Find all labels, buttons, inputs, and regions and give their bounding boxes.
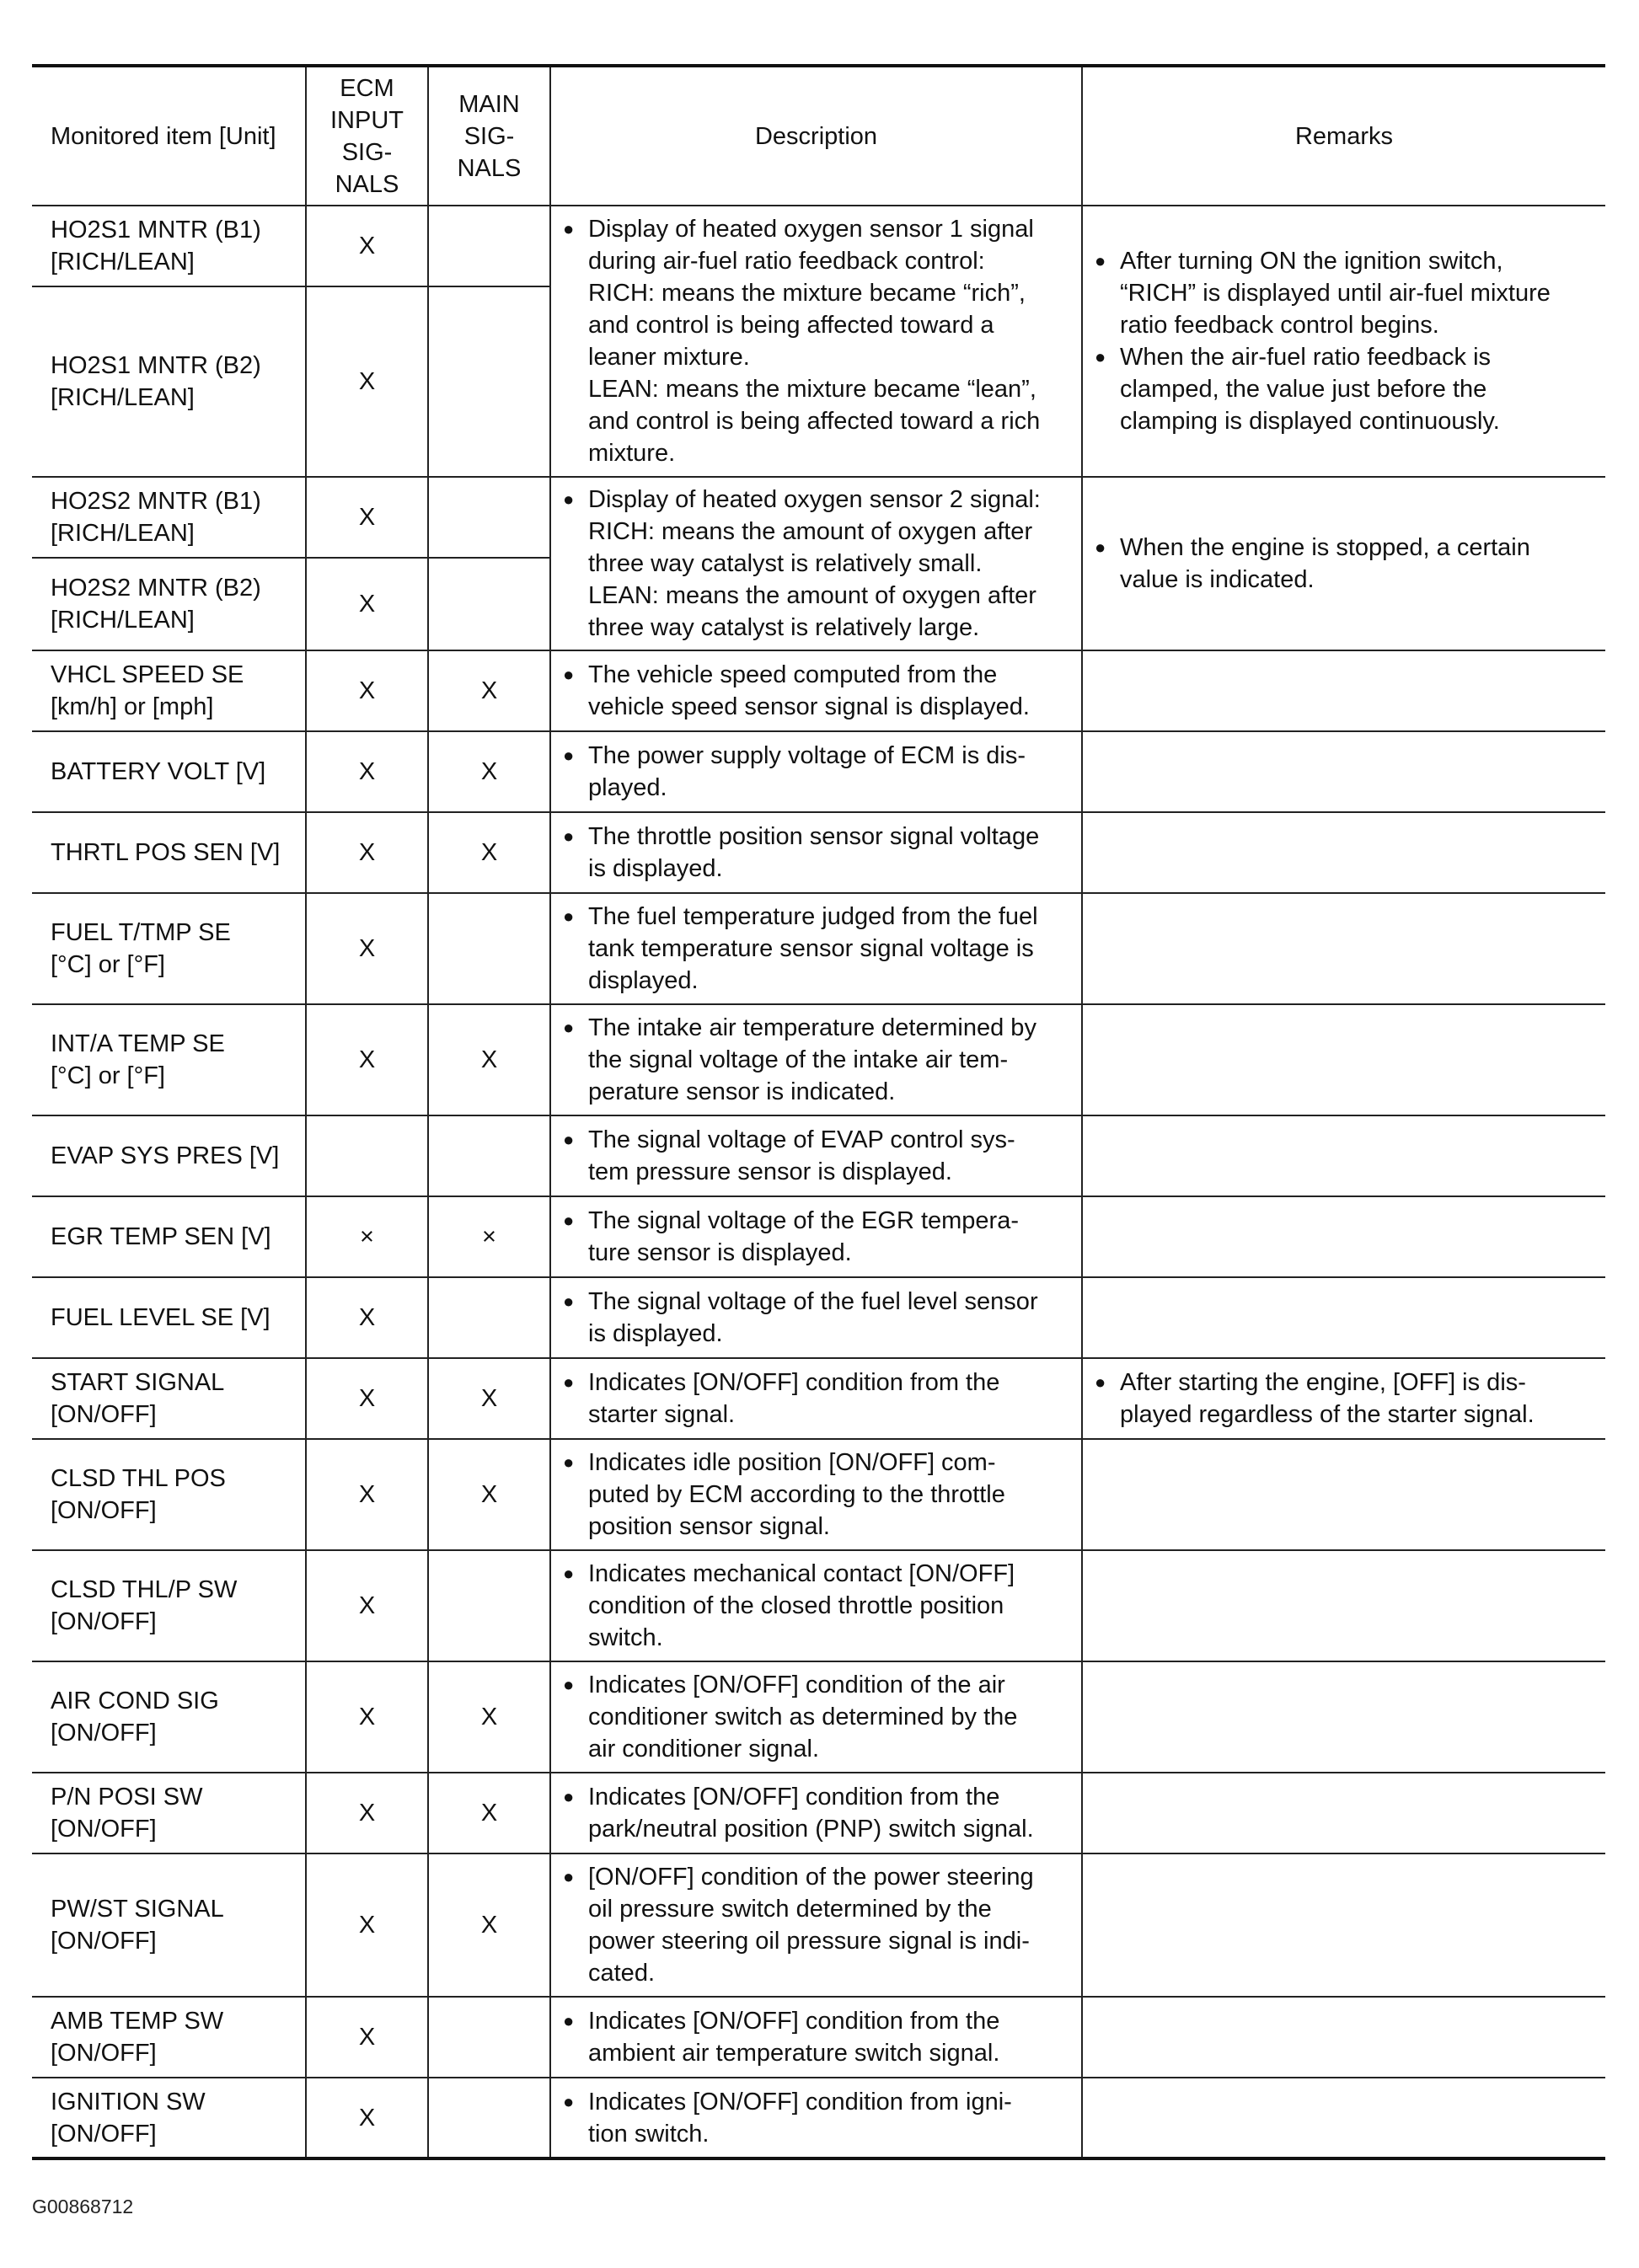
description-cell	[550, 1004, 1082, 1115]
main-signal-mark	[428, 1277, 550, 1358]
text-line: CLSD THL/P SW	[51, 1576, 238, 1603]
bullet-item	[563, 1558, 1074, 1654]
monitored-item-cell	[32, 206, 306, 286]
main-signal-mark	[428, 1997, 550, 2078]
text-line: Display of heated oxygen sensor 2 signal:	[588, 486, 1041, 513]
main-signal-mark	[428, 558, 550, 650]
table-row	[32, 650, 1605, 731]
text-line: HO2S2 MNTR (B2)	[51, 575, 261, 602]
bullet-icon: ●	[563, 745, 575, 766]
bullet-icon: ●	[563, 1674, 575, 1695]
monitored-item-cell	[32, 1661, 306, 1773]
main-signal-mark: X	[428, 1853, 550, 1997]
text-line: When the engine is stopped, a certain	[1120, 534, 1530, 561]
text-line: [RICH/LEAN]	[51, 520, 195, 547]
remarks-cell	[1082, 1358, 1605, 1439]
bullet-text	[588, 1286, 1074, 1350]
text-line: three way catalyst is relatively small.	[588, 550, 983, 577]
description-cell	[550, 1115, 1082, 1196]
bullet-text	[588, 1205, 1074, 1269]
text-line: P/N POSI SW	[51, 1784, 203, 1811]
description-cell	[550, 1997, 1082, 2078]
table-row	[32, 1661, 1605, 1773]
main-signal-mark: X	[428, 1004, 550, 1115]
remarks-cell-empty	[1082, 1550, 1605, 1661]
table-row	[32, 812, 1605, 893]
text-line: When the air-fuel ratio feedback is	[1120, 344, 1492, 371]
table-row	[32, 1004, 1605, 1115]
text-line: vehicle speed sensor signal is displayed.	[588, 693, 1030, 720]
monitored-item-cell	[32, 812, 306, 893]
text-line: AIR COND SIG	[51, 1688, 219, 1714]
bullet-text	[588, 901, 1074, 997]
bullet-item	[563, 821, 1074, 885]
remarks-cell-empty	[1082, 1277, 1605, 1358]
ecm-input-mark: X	[306, 206, 428, 286]
bullet-icon: ●	[1095, 1372, 1106, 1393]
main-signal-mark: X	[428, 1773, 550, 1853]
text-line: [ON/OFF]	[51, 1608, 157, 1635]
bullet-item	[563, 1205, 1074, 1269]
text-line: EGR TEMP SEN [V]	[51, 1223, 271, 1250]
bullet-text	[588, 821, 1074, 885]
ecm-input-mark: ×	[306, 1196, 428, 1277]
text-line: ratio feedback control begins.	[1120, 312, 1439, 339]
text-line: [RICH/LEAN]	[51, 249, 195, 275]
text-line: and control is being affected toward a rich	[588, 408, 1041, 435]
text-line: [ON/OFF]	[51, 1401, 157, 1428]
main-signal-mark	[428, 206, 550, 286]
ecm-input-mark: X	[306, 893, 428, 1004]
text-line: [RICH/LEAN]	[51, 607, 195, 634]
text-line: [ON/OFF] condition of the power steering	[588, 1864, 1034, 1891]
bullet-item	[563, 1367, 1074, 1431]
bullet-icon: ●	[1095, 346, 1106, 367]
text-line: is displayed.	[588, 1320, 723, 1347]
text-line: BATTERY VOLT [V]	[51, 758, 266, 785]
monitored-item-cell	[32, 2078, 306, 2158]
description-cell	[550, 893, 1082, 1004]
ecm-input-mark: X	[306, 558, 428, 650]
bullet-item	[1095, 341, 1599, 437]
text-line: clamping is displayed continuously.	[1120, 408, 1500, 435]
text-line: tion switch.	[588, 2120, 710, 2148]
description-cell	[550, 1853, 1082, 1997]
monitored-item-cell	[32, 650, 306, 731]
description-cell	[550, 1277, 1082, 1358]
description-cell	[550, 1773, 1082, 1853]
table-row	[32, 206, 1605, 286]
bullet-item	[1095, 245, 1599, 341]
text-line: The signal voltage of EVAP control sys-	[588, 1126, 1015, 1153]
text-line: The signal voltage of the fuel level sensor	[588, 1288, 1038, 1315]
bullet-item	[563, 740, 1074, 804]
monitored-items-table	[32, 64, 1605, 2160]
bullet-icon: ●	[563, 906, 575, 927]
ecm-input-mark	[306, 1115, 428, 1196]
text-line: condition of the closed throttle position	[588, 1592, 1004, 1619]
remarks-cell-empty	[1082, 650, 1605, 731]
description-cell	[550, 812, 1082, 893]
header-ecm-input-signals: ECM INPUT SIG- NALS	[306, 66, 428, 206]
description-cell	[550, 1196, 1082, 1277]
text-line: position sensor signal.	[588, 1513, 830, 1540]
main-signal-mark	[428, 286, 550, 477]
bullet-text	[588, 1124, 1074, 1188]
monitored-item-cell	[32, 477, 306, 558]
text-line: Indicates [ON/OFF] condition from the	[588, 2008, 1000, 2035]
description-cell	[550, 477, 1082, 650]
bullet-icon: ●	[563, 218, 575, 239]
text-line: starter signal.	[588, 1401, 736, 1428]
monitor-table-sheet	[32, 64, 1605, 2160]
ecm-input-mark: X	[306, 1277, 428, 1358]
text-line: INT/A TEMP SE	[51, 1030, 225, 1057]
ecm-input-mark: X	[306, 2078, 428, 2158]
bullet-item	[563, 659, 1074, 723]
description-cell	[550, 206, 1082, 477]
bullet-item	[563, 1781, 1074, 1845]
bullet-item	[563, 1286, 1074, 1350]
monitored-item-cell	[32, 286, 306, 477]
text-line: HO2S2 MNTR (B1)	[51, 488, 261, 515]
bullet-text	[588, 484, 1074, 644]
bullet-icon: ●	[563, 1786, 575, 1807]
remarks-cell-empty	[1082, 1115, 1605, 1196]
description-cell	[550, 731, 1082, 812]
bullet-text	[588, 659, 1074, 723]
bullet-icon: ●	[563, 1372, 575, 1393]
bullet-icon: ●	[563, 826, 575, 847]
text-line: START SIGNAL	[51, 1369, 225, 1396]
text-line: mixture.	[588, 440, 676, 467]
ecm-input-mark: X	[306, 1853, 428, 1997]
bullet-text	[588, 1558, 1074, 1654]
bullet-icon: ●	[563, 1210, 575, 1231]
bullet-item	[563, 2086, 1074, 2150]
main-signal-mark: X	[428, 1661, 550, 1773]
bullet-icon: ●	[563, 2010, 575, 2031]
table-row	[32, 477, 1605, 558]
ecm-input-mark: X	[306, 650, 428, 731]
table-row	[32, 1115, 1605, 1196]
bullet-icon: ●	[563, 664, 575, 685]
text-line: played regardless of the starter signal.	[1120, 1401, 1535, 1428]
bullet-text	[588, 1781, 1074, 1845]
remarks-cell-empty	[1082, 1661, 1605, 1773]
text-line: LEAN: means the amount of oxygen after	[588, 582, 1036, 609]
bullet-icon: ●	[563, 1129, 575, 1150]
table-row	[32, 1196, 1605, 1277]
bullet-text	[588, 2005, 1074, 2069]
text-line: CLSD THL POS	[51, 1465, 226, 1492]
text-line: tank temperature sensor signal voltage is	[588, 935, 1034, 962]
table-row	[32, 1773, 1605, 1853]
bullet-item	[1095, 1367, 1599, 1431]
remarks-cell-empty	[1082, 812, 1605, 893]
remarks-cell-empty	[1082, 893, 1605, 1004]
main-signal-mark: ×	[428, 1196, 550, 1277]
text-line: [ON/OFF]	[51, 1928, 157, 1955]
bullet-item	[563, 484, 1074, 644]
bullet-icon: ●	[563, 1017, 575, 1038]
text-line: [ON/OFF]	[51, 2120, 157, 2148]
bullet-text	[1120, 1367, 1599, 1431]
bullet-icon: ●	[563, 489, 575, 510]
text-line: [ON/OFF]	[51, 2040, 157, 2067]
text-line: FUEL LEVEL SE [V]	[51, 1304, 270, 1331]
text-line: Indicates [ON/OFF] condition from the	[588, 1369, 1000, 1396]
monitored-item-cell	[32, 1004, 306, 1115]
description-cell	[550, 1550, 1082, 1661]
table-row	[32, 731, 1605, 812]
remarks-cell-empty	[1082, 1997, 1605, 2078]
table-row	[32, 1439, 1605, 1550]
text-line: Indicates [ON/OFF] condition of the air	[588, 1672, 1005, 1698]
text-line: cated.	[588, 1960, 655, 1987]
main-signal-mark: X	[428, 1358, 550, 1439]
header-remarks: Remarks	[1082, 66, 1605, 206]
bullet-icon: ●	[1095, 250, 1106, 271]
monitored-item-cell	[32, 1115, 306, 1196]
text-line: Indicates idle position [ON/OFF] com-	[588, 1449, 996, 1476]
text-line: during air-fuel ratio feedback control:	[588, 248, 985, 275]
bullet-icon: ●	[563, 1563, 575, 1584]
text-line: HO2S1 MNTR (B2)	[51, 352, 261, 379]
bullet-item	[563, 1124, 1074, 1188]
text-line: PW/ST SIGNAL	[51, 1896, 224, 1923]
text-line: leaner mixture.	[588, 344, 750, 371]
main-signal-mark	[428, 1550, 550, 1661]
monitored-item-cell	[32, 558, 306, 650]
main-signal-mark	[428, 893, 550, 1004]
monitored-item-cell	[32, 1277, 306, 1358]
text-line: tem pressure sensor is displayed.	[588, 1158, 952, 1185]
bullet-item	[563, 901, 1074, 997]
remarks-cell	[1082, 477, 1605, 650]
main-signal-mark: X	[428, 731, 550, 812]
monitored-item-cell	[32, 1550, 306, 1661]
bullet-text	[1120, 532, 1599, 596]
ecm-input-mark: X	[306, 1773, 428, 1853]
table-row	[32, 1997, 1605, 2078]
text-line: air conditioner signal.	[588, 1736, 820, 1763]
text-line: played.	[588, 774, 667, 801]
remarks-cell-empty	[1082, 731, 1605, 812]
bullet-text	[588, 1861, 1074, 1989]
bullet-item	[563, 213, 1074, 469]
text-line: Indicates mechanical contact [ON/OFF]	[588, 1560, 1015, 1587]
monitored-item-cell	[32, 893, 306, 1004]
main-signal-mark: X	[428, 650, 550, 731]
text-line: AMB TEMP SW	[51, 2008, 224, 2035]
monitored-item-cell	[32, 1853, 306, 1997]
main-signal-mark	[428, 2078, 550, 2158]
text-line: EVAP SYS PRES [V]	[51, 1142, 280, 1169]
bullet-text	[588, 1367, 1074, 1431]
header-monitored-item: Monitored item [Unit]	[32, 66, 306, 206]
ecm-input-mark: X	[306, 477, 428, 558]
table-row	[32, 1550, 1605, 1661]
text-line: The throttle position sensor signal voltage	[588, 823, 1040, 850]
main-signal-mark: X	[428, 1439, 550, 1550]
text-line: is displayed.	[588, 855, 723, 882]
text-line: switch.	[588, 1624, 663, 1651]
text-line: HO2S1 MNTR (B1)	[51, 217, 261, 243]
text-line: THRTL POS SEN [V]	[51, 839, 281, 866]
description-cell	[550, 650, 1082, 731]
text-line: After starting the engine, [OFF] is dis-	[1120, 1369, 1526, 1396]
bullet-item	[563, 2005, 1074, 2069]
monitored-item-cell	[32, 731, 306, 812]
bullet-text	[588, 1447, 1074, 1543]
remarks-cell-empty	[1082, 1773, 1605, 1853]
bullet-text	[588, 740, 1074, 804]
bullet-item	[563, 1669, 1074, 1765]
text-line: value is indicated.	[1120, 566, 1315, 593]
text-line: power steering oil pressure signal is indi-	[588, 1928, 1030, 1955]
remarks-cell-empty	[1082, 1439, 1605, 1550]
text-line: park/neutral position (PNP) switch signal.	[588, 1816, 1034, 1843]
main-signal-mark: X	[428, 812, 550, 893]
text-line: [km/h] or [mph]	[51, 693, 214, 720]
remarks-cell	[1082, 206, 1605, 477]
text-line: Indicates [ON/OFF] condition from the	[588, 1784, 1000, 1811]
bullet-item	[563, 1447, 1074, 1543]
bullet-item	[563, 1012, 1074, 1108]
text-line: IGNITION SW	[51, 2088, 206, 2116]
ecm-input-mark: X	[306, 286, 428, 477]
header-row	[32, 66, 1605, 206]
ecm-input-mark: X	[306, 1439, 428, 1550]
bullet-item	[1095, 532, 1599, 596]
remarks-cell-empty	[1082, 1004, 1605, 1115]
bullet-text	[588, 2086, 1074, 2150]
description-cell	[550, 1358, 1082, 1439]
bullet-icon: ●	[563, 2090, 575, 2112]
remarks-cell-empty	[1082, 1853, 1605, 1997]
text-line: the signal voltage of the intake air tem-	[588, 1046, 1009, 1073]
header-description: Description	[550, 66, 1082, 206]
monitored-item-cell	[32, 1773, 306, 1853]
text-line: three way catalyst is relatively large.	[588, 614, 980, 641]
description-cell	[550, 2078, 1082, 2158]
text-line: LEAN: means the mixture became “lean”,	[588, 376, 1036, 403]
text-line: displayed.	[588, 967, 699, 994]
bullet-text	[588, 1669, 1074, 1765]
bullet-text	[588, 1012, 1074, 1108]
bullet-text	[1120, 341, 1599, 437]
text-line: “RICH” is displayed until air-fuel mixture	[1120, 280, 1551, 307]
ecm-input-mark: X	[306, 1997, 428, 2078]
main-signal-mark	[428, 1115, 550, 1196]
ecm-input-mark: X	[306, 812, 428, 893]
bullet-item	[563, 1861, 1074, 1989]
ecm-input-mark: X	[306, 1550, 428, 1661]
header-main-signals: MAIN SIG- NALS	[428, 66, 550, 206]
monitored-item-cell	[32, 1196, 306, 1277]
bullet-icon: ●	[1095, 537, 1106, 558]
text-line: perature sensor is indicated.	[588, 1078, 896, 1105]
text-line: ambient air temperature switch signal.	[588, 2040, 1000, 2067]
description-cell	[550, 1661, 1082, 1773]
remarks-cell-empty	[1082, 2078, 1605, 2158]
text-line: Indicates [ON/OFF] condition from igni-	[588, 2088, 1012, 2116]
text-line: RICH: means the amount of oxygen after	[588, 518, 1033, 545]
ecm-input-mark: X	[306, 1358, 428, 1439]
text-line: VHCL SPEED SE	[51, 661, 244, 688]
text-line: The power supply voltage of ECM is dis-	[588, 742, 1026, 769]
figure-id: G00868712	[32, 2196, 134, 2217]
bullet-icon: ●	[563, 1452, 575, 1473]
ecm-input-mark: X	[306, 1004, 428, 1115]
monitored-item-cell	[32, 1439, 306, 1550]
main-signal-mark	[428, 477, 550, 558]
text-line: The vehicle speed computed from the	[588, 661, 998, 688]
text-line: After turning ON the ignition switch,	[1120, 248, 1503, 275]
ecm-input-mark: X	[306, 731, 428, 812]
text-line: ture sensor is displayed.	[588, 1239, 852, 1266]
table-row	[32, 1853, 1605, 1997]
monitored-item-cell	[32, 1358, 306, 1439]
table-row	[32, 1358, 1605, 1439]
text-line: [RICH/LEAN]	[51, 384, 195, 411]
text-line: clamped, the value just before the	[1120, 376, 1487, 403]
table-row	[32, 893, 1605, 1004]
text-line: and control is being affected toward a	[588, 312, 994, 339]
text-line: The signal voltage of the EGR tempera-	[588, 1207, 1019, 1234]
text-line: FUEL T/TMP SE	[51, 919, 231, 946]
text-line: puted by ECM according to the throttle	[588, 1481, 1005, 1508]
text-line: [ON/OFF]	[51, 1497, 157, 1524]
bullet-icon: ●	[563, 1291, 575, 1312]
text-line: [°C] or [°F]	[51, 951, 165, 978]
bullet-icon: ●	[563, 1866, 575, 1887]
table-row	[32, 2078, 1605, 2158]
table-row	[32, 1277, 1605, 1358]
text-line: [ON/OFF]	[51, 1720, 157, 1746]
text-line: Display of heated oxygen sensor 1 signal	[588, 216, 1034, 243]
remarks-cell-empty	[1082, 1196, 1605, 1277]
text-line: [°C] or [°F]	[51, 1062, 165, 1089]
text-line: [ON/OFF]	[51, 1816, 157, 1843]
monitored-item-cell	[32, 1997, 306, 2078]
text-line: oil pressure switch determined by the	[588, 1896, 992, 1923]
text-line: The intake air temperature determined by	[588, 1014, 1036, 1041]
description-cell	[550, 1439, 1082, 1550]
ecm-input-mark: X	[306, 1661, 428, 1773]
bullet-text	[1120, 245, 1599, 341]
bullet-text	[588, 213, 1074, 469]
text-line: The fuel temperature judged from the fuel	[588, 903, 1038, 930]
text-line: RICH: means the mixture became “rich”,	[588, 280, 1026, 307]
text-line: conditioner switch as determined by the	[588, 1704, 1018, 1730]
